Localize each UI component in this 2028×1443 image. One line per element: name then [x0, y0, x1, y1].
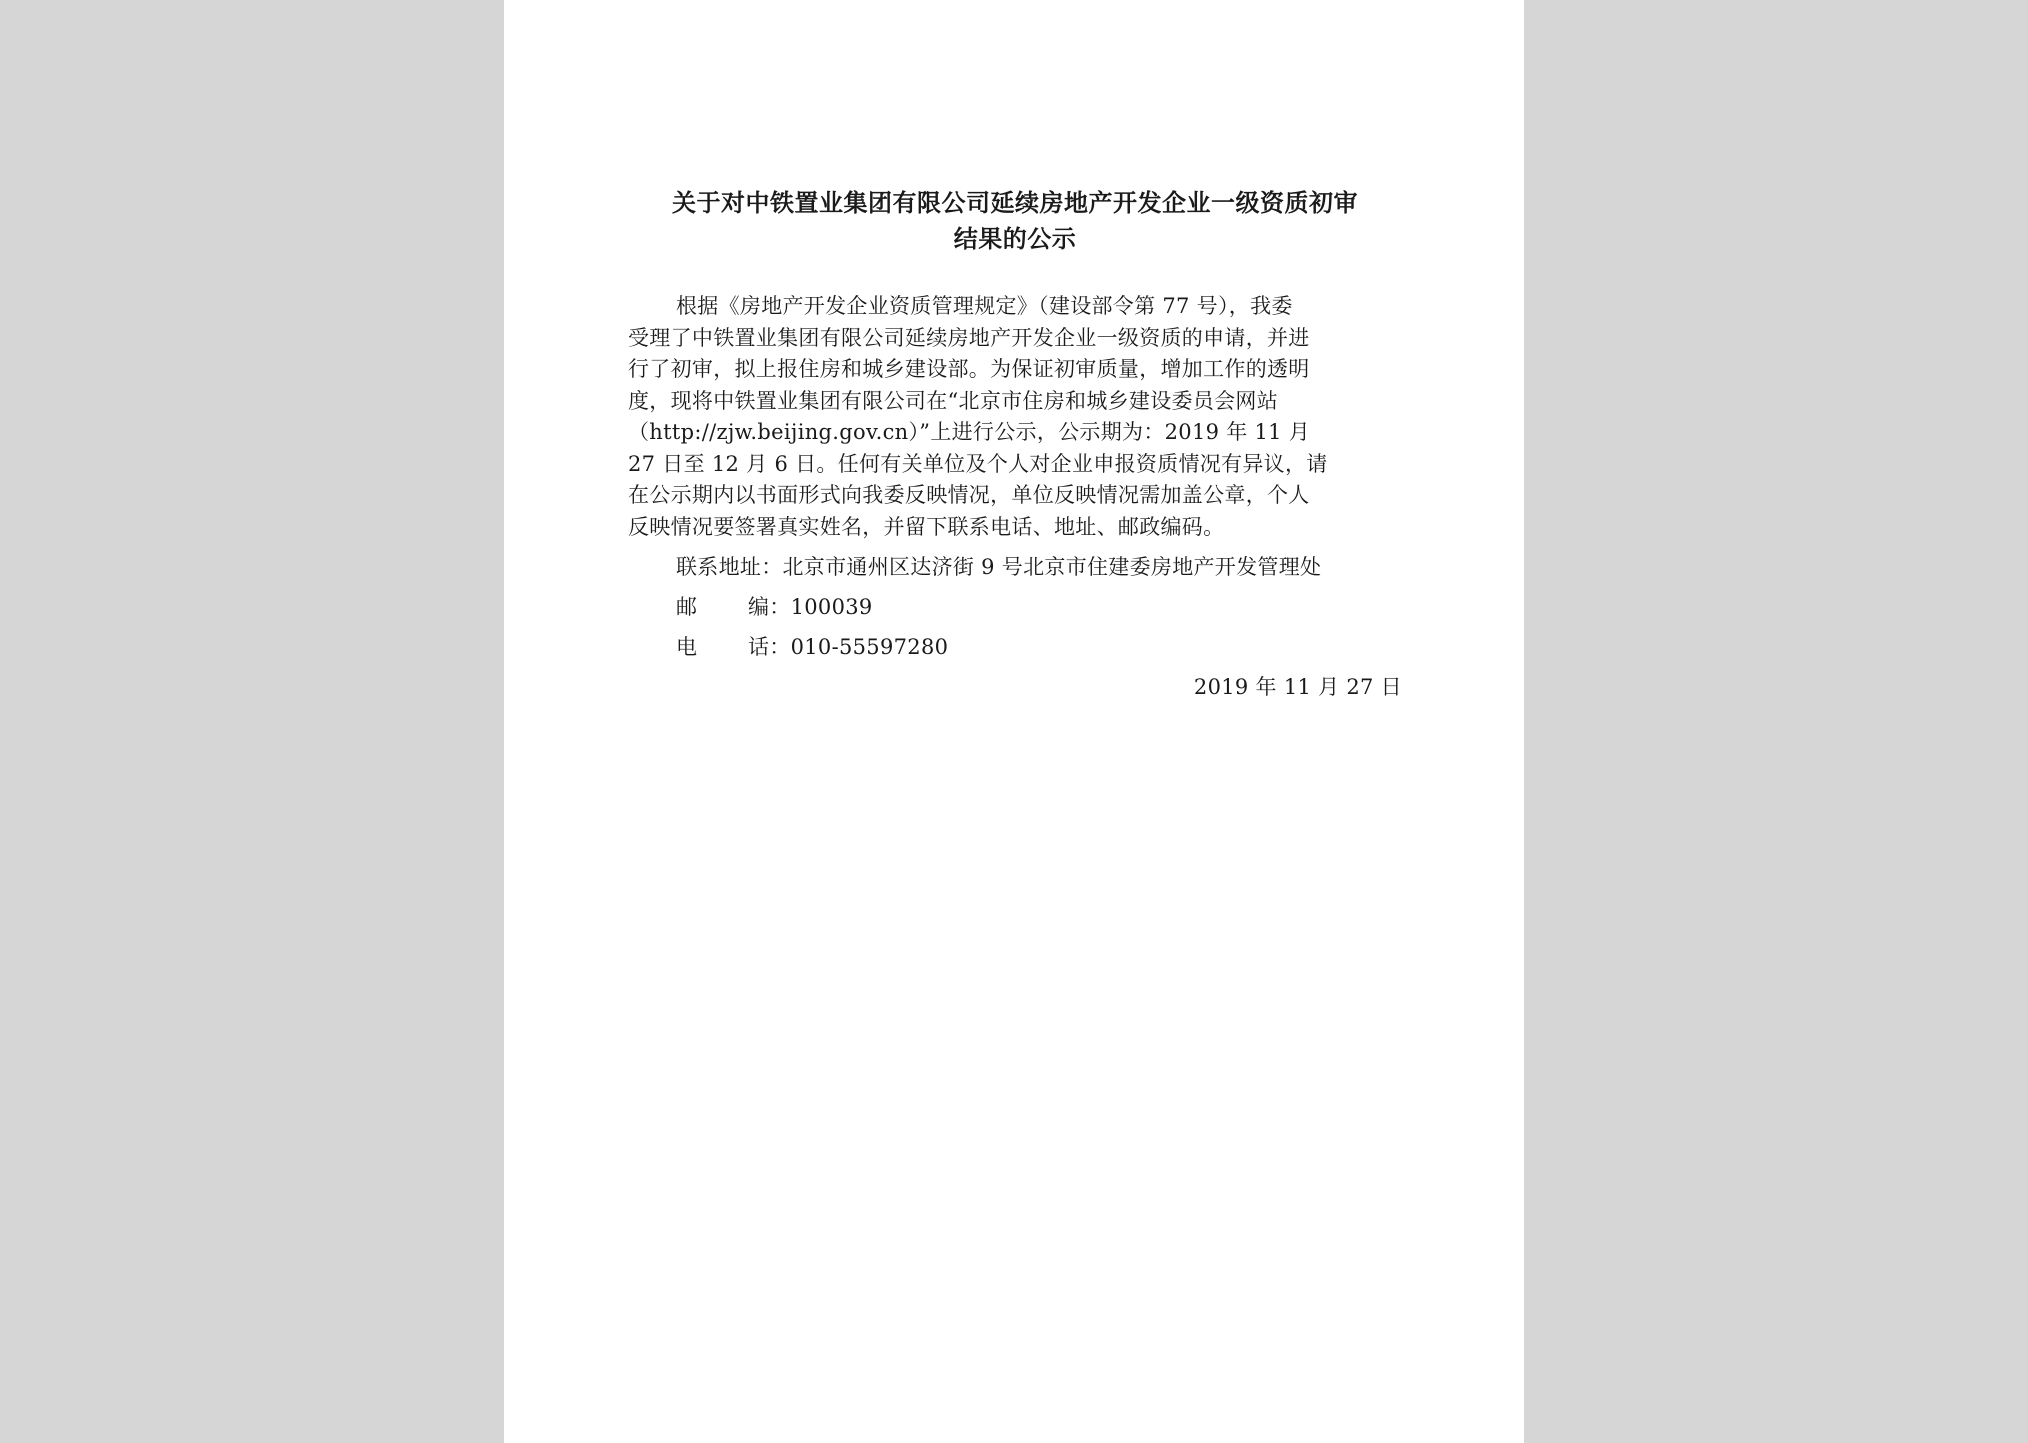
body-line: 27 日至 12 月 6 日。任何有关单位及个人对企业申报资质情况有异议，请	[628, 451, 1328, 476]
document-page	[504, 0, 1524, 1443]
phone-label-a: 电	[676, 635, 698, 659]
title-line-2: 结果的公示	[953, 225, 1077, 253]
body-line: 根据《房地产开发企业资质管理规定》（建设部令第 77 号），我委	[676, 294, 1293, 318]
postcode-label-b: 编：	[748, 595, 791, 619]
body-line: （http://zjw.beijing.gov.cn）”上进行公示，公示期为：2019 年 11 月	[628, 420, 1311, 444]
phone-value: 010-55597280	[790, 635, 949, 659]
address-value: 北京市通州区达济街 9 号北京市住建委房地产开发管理处	[782, 555, 1322, 579]
notice-date: 2019 年 11 月 27 日	[1193, 675, 1402, 699]
body-line: 在公示期内以书面形式向我委反映情况，单位反映情况需加盖公章，个人	[628, 483, 1310, 507]
contact-address	[628, 547, 1402, 587]
body-line: 行了初审，拟上报住房和城乡建设部。为保证初审质量，增加工作的透明	[628, 357, 1310, 381]
body-line: 度，现将中铁置业集团有限公司在“北京市住房和城乡建设委员会网站	[628, 388, 1279, 413]
body-line: 受理了中铁置业集团有限公司延续房地产开发企业一级资质的申请，并进	[628, 325, 1310, 350]
postcode-value: 100039	[790, 595, 873, 619]
phone-label-b: 话：	[748, 635, 791, 659]
document-title	[628, 185, 1402, 257]
contact-phone	[628, 627, 1402, 667]
document-content	[628, 185, 1402, 707]
address-label: 联系地址：	[676, 555, 783, 579]
contact-postcode	[628, 587, 1402, 627]
title-line-1: 关于对中铁置业集团有限公司延续房地产开发企业一级资质初审	[672, 189, 1358, 217]
postcode-label-a: 邮	[676, 595, 698, 619]
body-line: 反映情况要签署真实姓名，并留下联系电话、地址、邮政编码。	[628, 514, 1225, 539]
notice-body	[628, 291, 1402, 543]
